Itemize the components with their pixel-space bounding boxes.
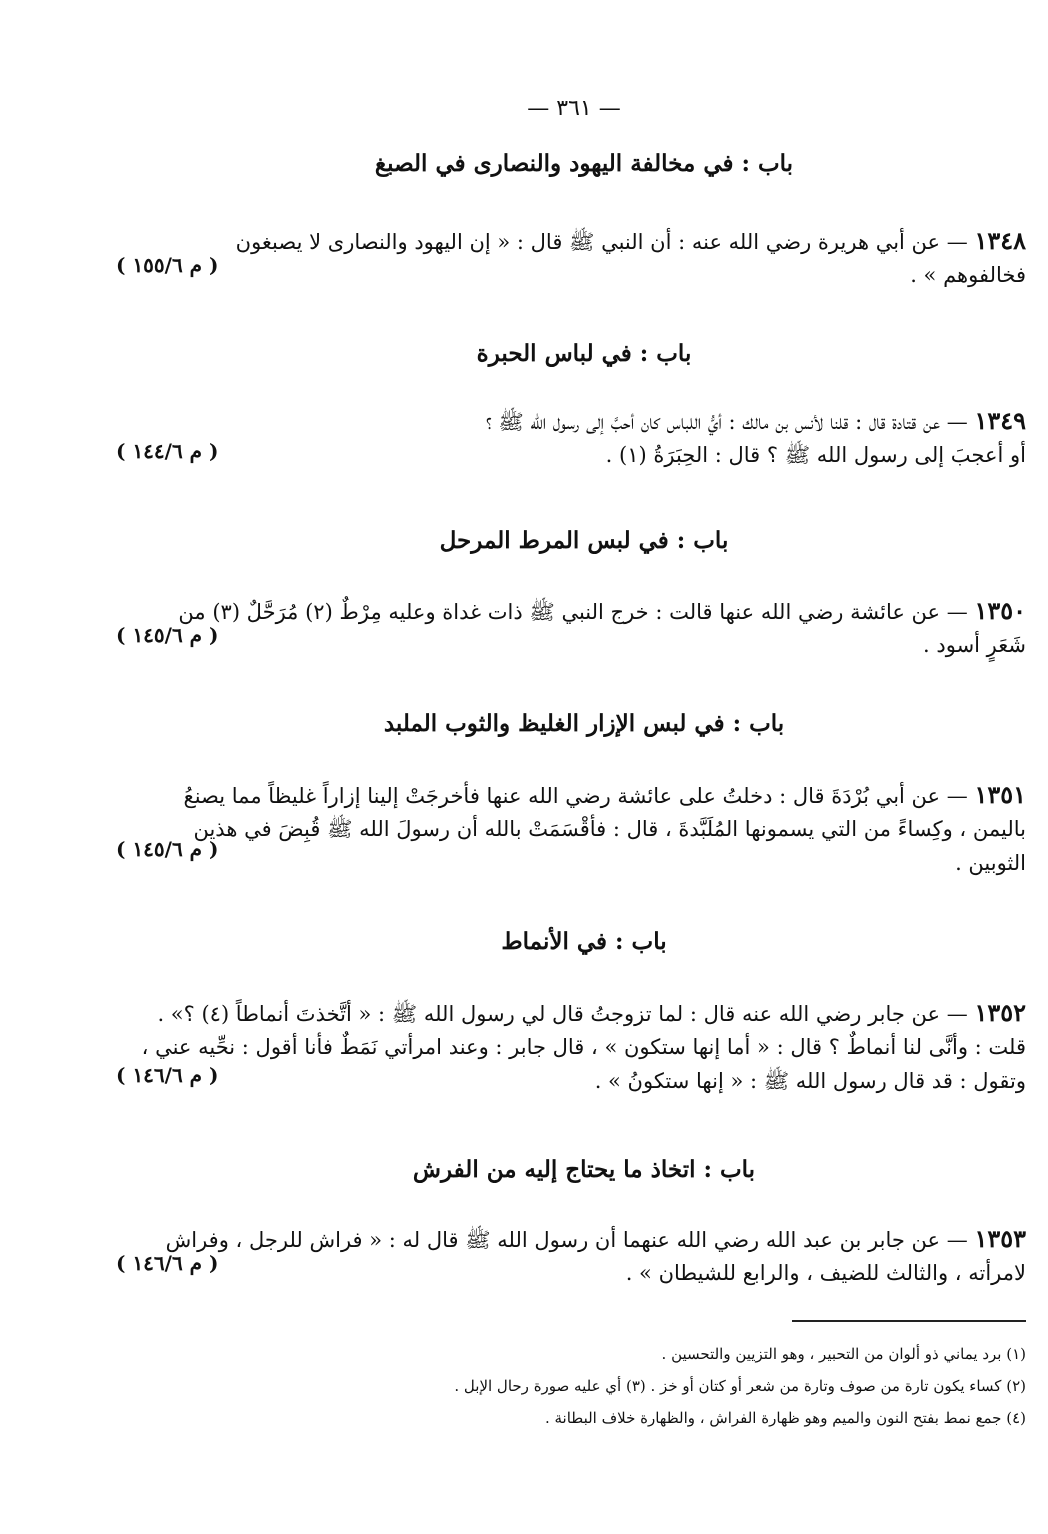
hadith-number: ١٣٥٠ [974,596,1026,625]
hadith-number: ١٣٥١ [974,780,1026,809]
hadith-entry [108,224,1026,292]
hadith-text: — عن جابر رضي الله عنه قال : لما تزوجتُ قال لي رسول الله ﷺ : « أتَّخذتَ أنماطاً (٤) ؟» . [157,1002,968,1026]
hadith-entry [108,1222,1026,1290]
hadith-text: — عن أبي هريرة رضي الله عنه : أن النبي ﷺ قال : « إن اليهود والنصارى لا يصبغون [235,230,968,254]
hadith-entry [108,404,1026,472]
source-reference: ( م ١٤٤/٦ ) [116,439,219,463]
hadith-text: فخالفوهم » . [910,263,1026,287]
footnote: (١) برد يماني ذو ألوان من التحبير ، وهو التزيين والتحسين . [661,1345,1026,1363]
hadith-line [108,438,1026,472]
chapter-heading: باب : اتخاذ ما يحتاج إليه من الفرش [412,1156,756,1183]
hadith-line [108,1064,1026,1098]
hadith-number: ١٣٥٣ [974,1224,1026,1253]
hadith-number: ١٣٥٢ [974,998,1026,1027]
chapter-heading: باب : في لباس الحبرة [476,340,692,367]
hadith-line [108,996,1026,1030]
hadith-text: — عن جابر بن عبد الله رضي الله عنهما أن رسول الله ﷺ قال له : « فراش للرجل ، وفراش [165,1228,968,1252]
hadith-text: شَعَرٍ أسود . [923,633,1026,657]
hadith-line [108,253,1026,292]
hadith-line [108,594,1026,628]
hadith-line [108,778,1026,812]
chapter-heading: باب : في مخالفة اليهود والنصارى في الصبغ [374,150,794,177]
hadith-text: — عن أبي بُرْدَةَ قال : دخلتُ على عائشة رضي الله عنها فأخرجَتْ إلينا إزاراً غليظاً مما يصنعُ [183,784,968,808]
hadith-line [108,812,1026,846]
hadith-number: ١٣٤٩ [974,406,1026,435]
footnotes [200,1338,1026,1434]
source-reference: ( م ١٥٥/٦ ) [116,253,219,277]
hadith-entry [108,778,1026,880]
hadith-line [108,224,1026,258]
hadith-text: قلت : وأنَّى لنا أنماطٌ ؟ قال : « أما إنها ستكون » ، قال جابر : وعند امرأتي نَمَطٌ فأنا أقول : نحِّيه عني ، [141,1035,1026,1059]
hadith-number: ١٣٤٨ [974,226,1026,255]
hadith-line [108,1030,1026,1064]
hadith-text: أو أعجبَ إلى رسول الله ﷺ ؟ قال : الحِبَرَةُ (١) . [605,443,1026,467]
source-reference: ( م ١٤٦/٦ ) [116,1063,219,1087]
hadith-entry [108,594,1026,662]
source-reference: ( م ١٤٦/٦ ) [116,1251,219,1275]
chapter-heading: باب : في لبس الإزار الغليظ والثوب الملبد [383,710,785,737]
hadith-line [108,1222,1026,1256]
source-reference: ( م ١٤٥/٦ ) [116,837,219,861]
footnote: (٢) كساء يكون تارة من صوف وتارة من شعر أو كتان أو خز . (٣) أي عليه صورة رحال الإبل . [454,1377,1026,1395]
chapter-heading: باب : في الأنماط [501,928,667,955]
hadith-text: — عن عائشة رضي الله عنها قالت : خرج النبي ﷺ ذات غداة وعليه مِرْطٌ (٢) مُرَحَّلٌ (٣) من [178,600,968,624]
hadith-line [108,623,1026,662]
hadith-text: الثوبين . [955,851,1026,875]
hadith-line [108,404,1026,438]
hadith-line [108,837,1026,880]
chapter-heading: باب : في لبس المرط المرحل [439,527,729,554]
hadith-text: لامرأته ، والثالث للضيف ، والرابع للشيطان » . [625,1261,1026,1285]
page-number: — ٣٦١ — [527,96,621,121]
hadith-text: — عن قتادة قال : قلنا لأنس بن مالك : أيُّ اللباس كان أحبَّ إلى رسول الله ﷺ ؟ [485,410,968,434]
hadith-line [108,1251,1026,1290]
footnote-divider [792,1320,1026,1322]
footnote: (٤) جمع نمط بفتح النون والميم وهو ظهارة الفراش ، والظهارة خلاف البطانة . [544,1409,1026,1427]
hadith-text: وتقول : قد قال رسول الله ﷺ : « إنها ستكونُ » . [594,1069,1026,1093]
hadith-entry [108,996,1026,1098]
source-reference: ( م ١٤٥/٦ ) [116,623,219,647]
hadith-text: باليمن ، وكِساءً من التي يسمونها المُلَبَّدةَ ، قال : فأقْسَمَتْ بالله أن رسولَ الله ﷺ قُبِضَ في هذين [193,817,1026,841]
